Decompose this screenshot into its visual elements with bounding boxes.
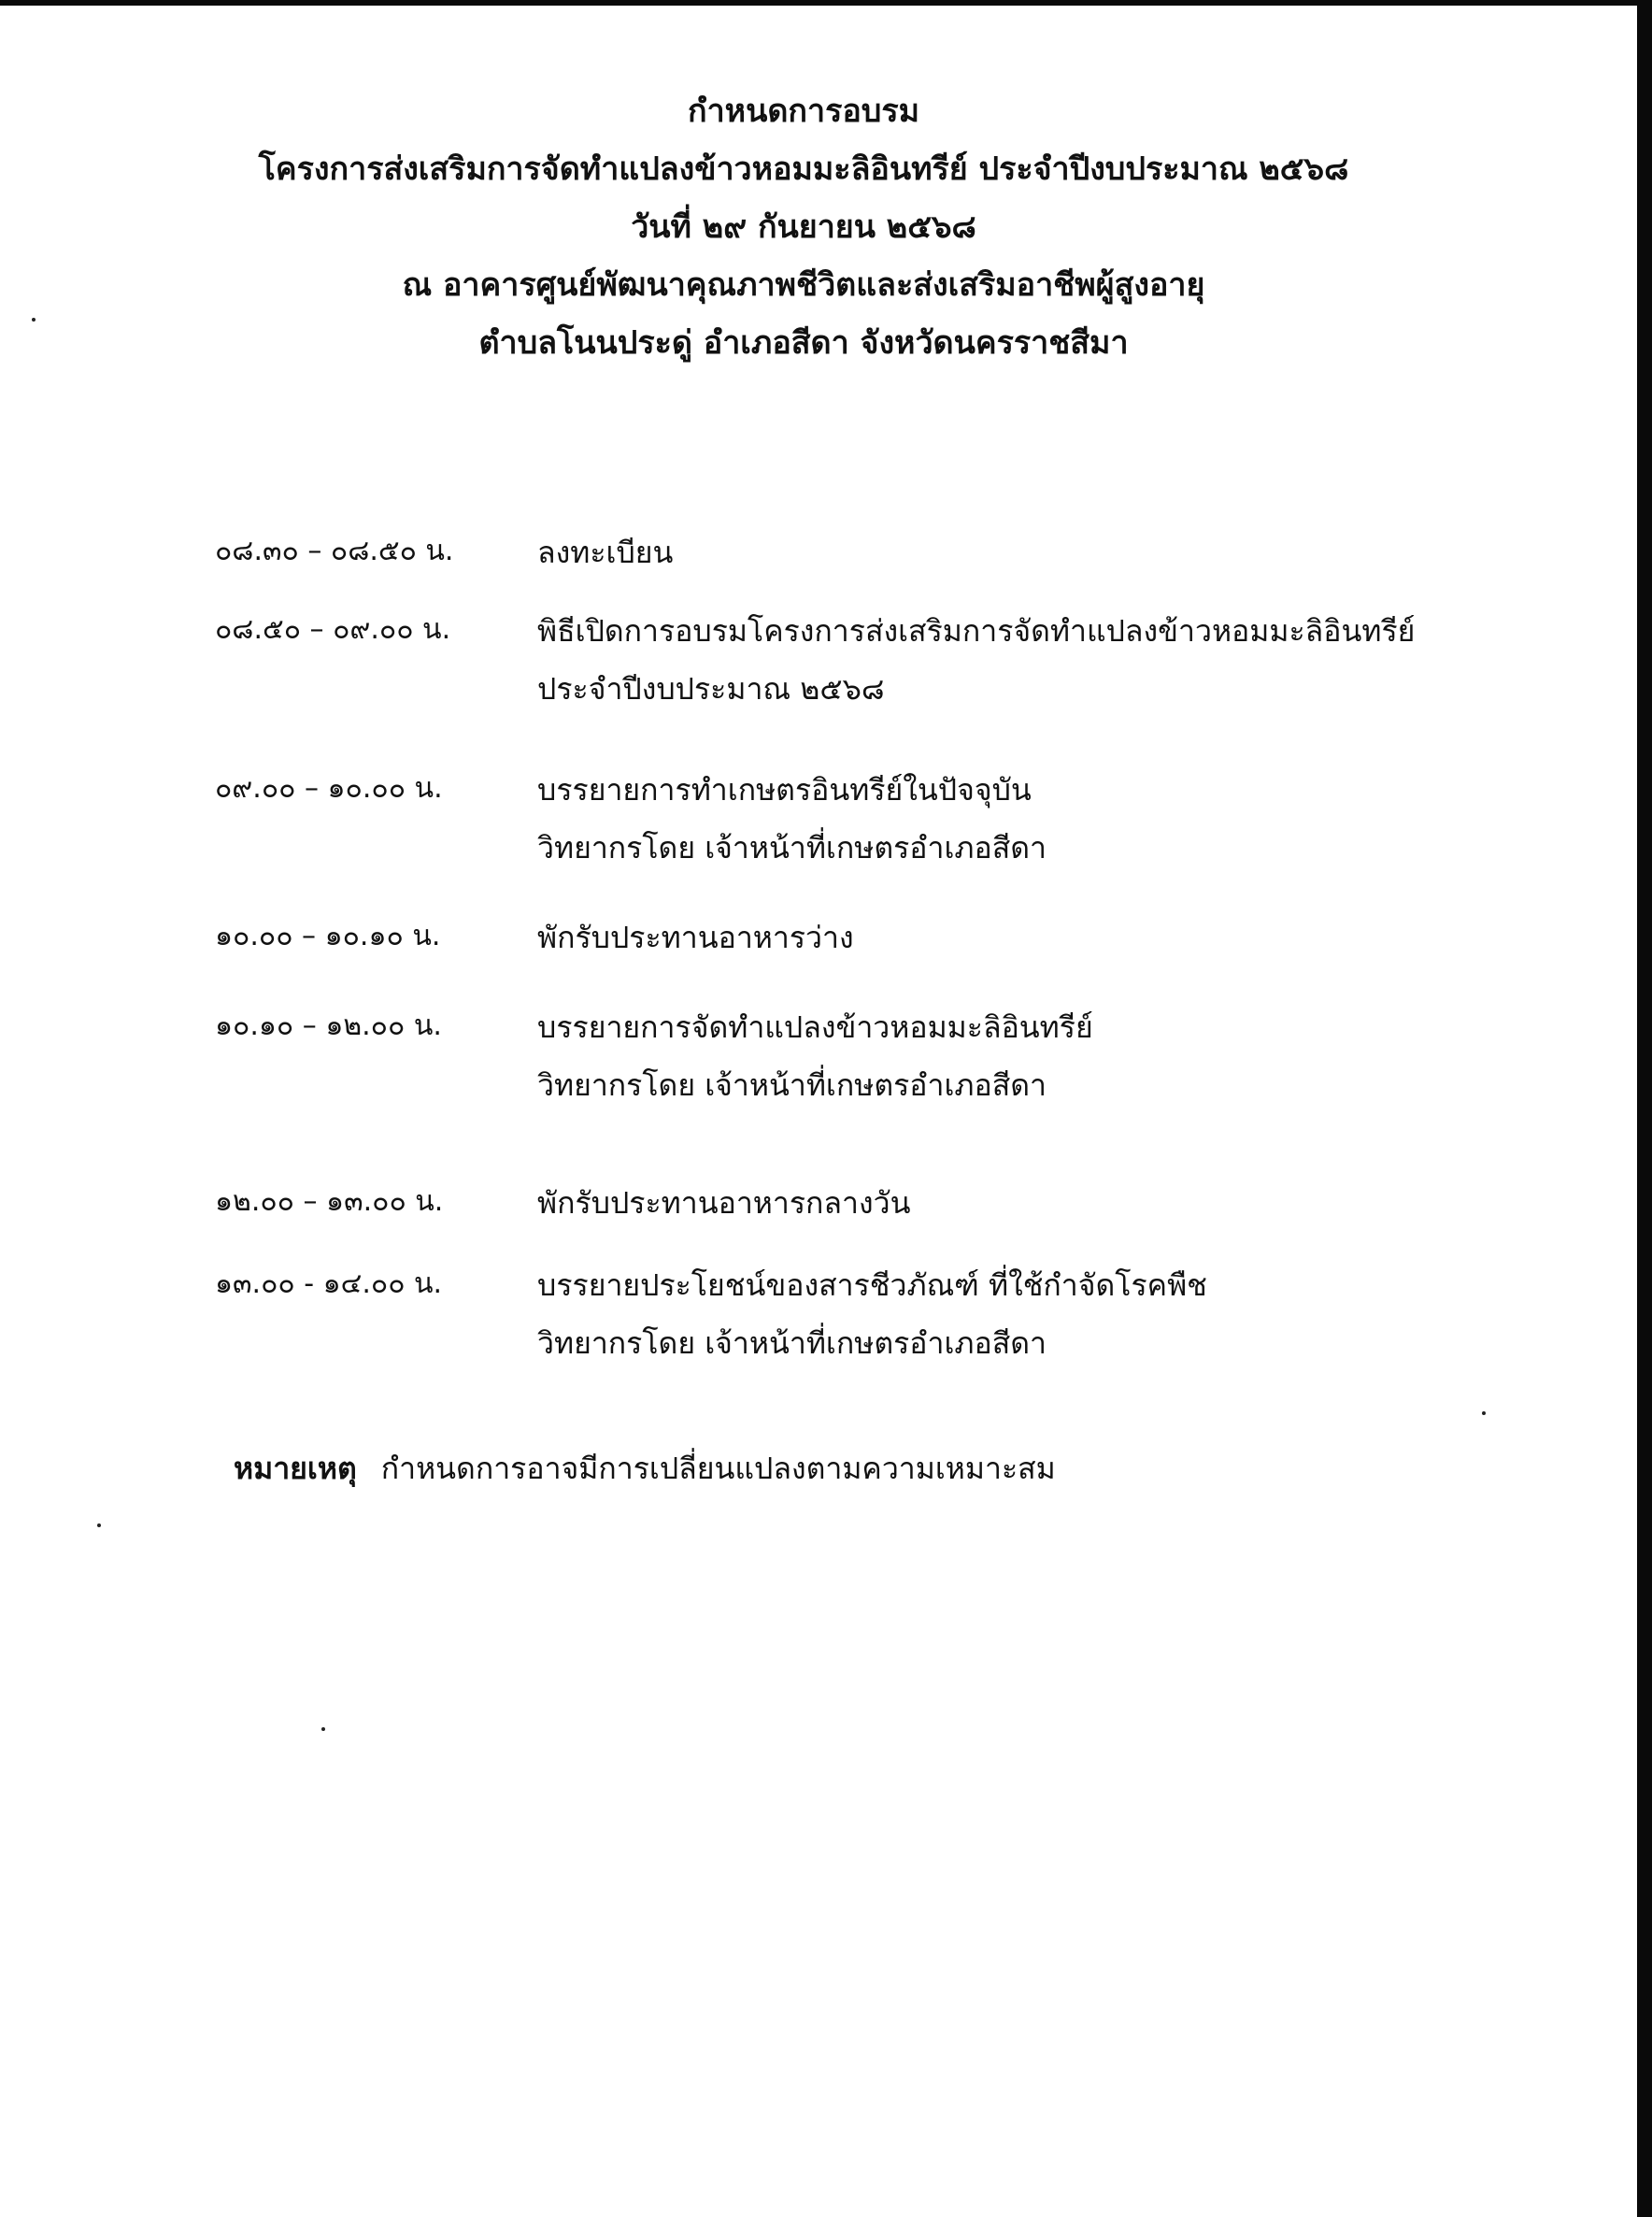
remark-text: กำหนดการอาจมีการเปลี่ยนแปลงตามความเหมาะสม (380, 1451, 1056, 1486)
schedule-time: ๑๓.๐๐ - ๑๔.๐๐ น. (215, 1267, 443, 1300)
schedule-time: ๑๒.๐๐ – ๑๓.๐๐ น. (215, 1185, 444, 1218)
schedule-time: ๐๘.๓๐ – ๐๘.๕๐ น. (215, 535, 454, 567)
schedule-description (537, 998, 1093, 1114)
schedule-time: ๐๘.๕๐ – ๐๙.๐๐ น. (215, 613, 451, 646)
schedule-activity: บรรยายการจัดทำแปลงข้าวหอมมะลิอินทรีย์ (537, 1009, 1093, 1045)
document-header (187, 82, 1420, 372)
header-date: วันที่ ๒๙ กันยายน ๒๕๖๘ (631, 208, 976, 246)
header-title: กำหนดการอบรม (687, 93, 920, 130)
scan-speck (32, 318, 36, 322)
header-venue: ณ อาคารศูนย์พัฒนาคุณภาพชีวิตและส่งเสริมอาชีพผู้สูงอายุ (402, 266, 1205, 304)
scan-speck (321, 1727, 325, 1731)
schedule-detail: วิทยากรโดย เจ้าหน้าที่เกษตรอำเภอสีดา (537, 1067, 1047, 1103)
schedule-detail: ประจำปีงบประมาณ ๒๕๖๘ (537, 671, 885, 707)
scan-speck (1482, 1411, 1486, 1415)
scan-edge-right (1637, 0, 1652, 2217)
schedule-activity: ลงทะเบียน (537, 535, 674, 570)
schedule-time: ๑๐.๑๐ – ๑๒.๐๐ น. (215, 1009, 442, 1042)
schedule-activity: พักรับประทานอาหารว่าง (537, 920, 854, 955)
schedule-activity: บรรยายการทำเกษตรอินทรีย์ในปัจจุบัน (537, 772, 1032, 808)
schedule-description (537, 761, 1047, 877)
header-location: ตำบลโนนประดู่ อำเภอสีดา จังหวัดนครราชสีมา (478, 324, 1129, 362)
schedule-time: ๑๐.๐๐ – ๑๐.๑๐ น. (215, 920, 441, 952)
schedule-activity: บรรยายประโยชน์ของสารชีวภัณฑ์ ที่ใช้กำจัดโรคพืช (537, 1267, 1207, 1303)
scan-speck (97, 1523, 101, 1527)
schedule-time: ๐๙.๐๐ – ๑๐.๐๐ น. (215, 772, 443, 805)
remark-label: หมายเหตุ (234, 1451, 357, 1486)
header-project: โครงการส่งเสริมการจัดทำแปลงข้าวหอมมะลิอินทรีย์ ประจำปีงบประมาณ ๒๕๖๘ (258, 150, 1349, 188)
schedule-activity: พิธีเปิดการอบรมโครงการส่งเสริมการจัดทำแปลงข้าวหอมมะลิอินทรีย์ (537, 613, 1416, 649)
scan-edge-top (0, 0, 1652, 6)
schedule-description (537, 523, 673, 581)
schedule-description (537, 908, 854, 966)
schedule-description (537, 1174, 910, 1232)
schedule-activity: พักรับประทานอาหารกลางวัน (537, 1185, 911, 1221)
schedule-detail: วิทยากรโดย เจ้าหน้าที่เกษตรอำเภอสีดา (537, 1325, 1047, 1361)
remark (234, 1439, 1056, 1497)
schedule-description (537, 1256, 1207, 1372)
schedule-detail: วิทยากรโดย เจ้าหน้าที่เกษตรอำเภอสีดา (537, 830, 1047, 865)
schedule-description (537, 602, 1415, 718)
